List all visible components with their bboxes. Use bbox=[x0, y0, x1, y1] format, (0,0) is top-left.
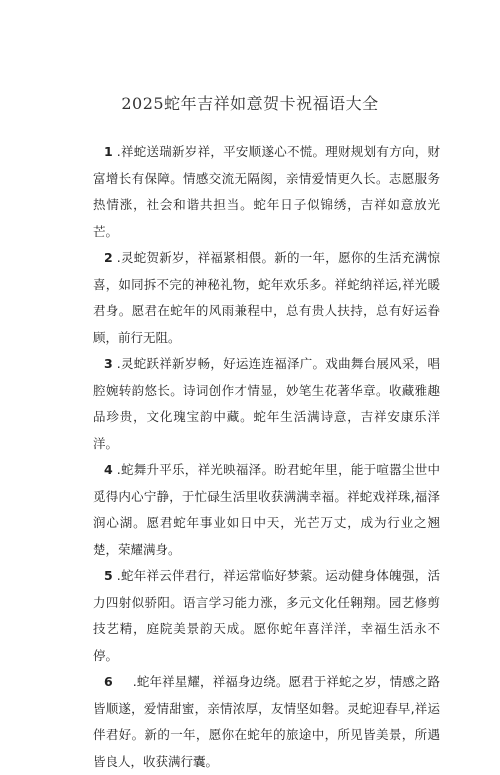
paragraph-number: 3 bbox=[104, 356, 113, 371]
paragraph-text: .祥蛇送瑞新岁祥，平安顺遂心不慌。理财规划有方向，财富增长有保障。情感交流无隔阂，亲情爱情更久长。志愿服务热情涨，社会和谐共担当。蛇年日子似锦绣，吉祥如意放光芒。 bbox=[93, 144, 440, 239]
paragraph-text: .灵蛇跃祥新岁畅，好运连连福泽广。戏曲舞台展风采，唱腔婉转韵悠长。诗词创作才情显，妙笔生花著华章。收藏雅趣品珍贵，文化瑰宝韵中藏。蛇年生活满诗意，吉祥安康乐洋洋。 bbox=[93, 356, 440, 451]
paragraph-number: 2 bbox=[104, 250, 113, 265]
greeting-paragraph bbox=[93, 245, 440, 351]
greeting-paragraph bbox=[93, 563, 440, 669]
greeting-paragraph bbox=[93, 351, 440, 457]
greeting-paragraph bbox=[93, 139, 440, 245]
greeting-paragraph bbox=[93, 669, 440, 775]
document-body bbox=[93, 139, 440, 775]
paragraph-text: .灵蛇贺新岁，祥福紧相偎。新的一年，愿你的生活充满惊喜，如同拆不完的神秘礼物，蛇年欢乐多。祥蛇纳祥运,祥光暖君身。愿君在蛇年的风雨兼程中，总有贵人扶持，总有好运眷顾，前行无阻。 bbox=[93, 250, 440, 345]
paragraph-number: 4 bbox=[104, 462, 113, 477]
paragraph-text: .蛇舞升平乐，祥光映福泽。盼君蛇年里，能于喧嚣尘世中觅得内心宁静，于忙碌生活里收获满满幸福。祥蛇戏祥珠,福泽润心湖。愿君蛇年事业如日中天，光芒万丈，成为行业之翘楚，荣耀满身。 bbox=[93, 462, 440, 557]
paragraph-number: 1 bbox=[104, 144, 113, 159]
paragraph-text: .蛇年祥星耀，祥福身边绕。愿君于祥蛇之岁，情感之路皆顺遂，爱情甜蜜，亲情浓厚，友情坚如磐。灵蛇迎春早,祥运伴君好。新的一年，愿你在蛇年的旅途中，所见皆美景，所遇皆良人，收获满行囊。 bbox=[93, 674, 440, 769]
paragraph-number: 6 bbox=[104, 674, 113, 689]
paragraph-number: 5 bbox=[104, 568, 113, 583]
document-title: 2025蛇年吉祥如意贺卡祝福语大全 bbox=[121, 94, 379, 113]
paragraph-text: .蛇年祥云伴君行，祥运常临好梦萦。运动健身体魄强，活力四射似骄阳。语言学习能力涨，多元文化任翱翔。园艺修剪技艺精，庭院美景韵天成。愿你蛇年喜洋洋，幸福生活永不停。 bbox=[93, 568, 440, 663]
greeting-paragraph bbox=[93, 457, 440, 563]
